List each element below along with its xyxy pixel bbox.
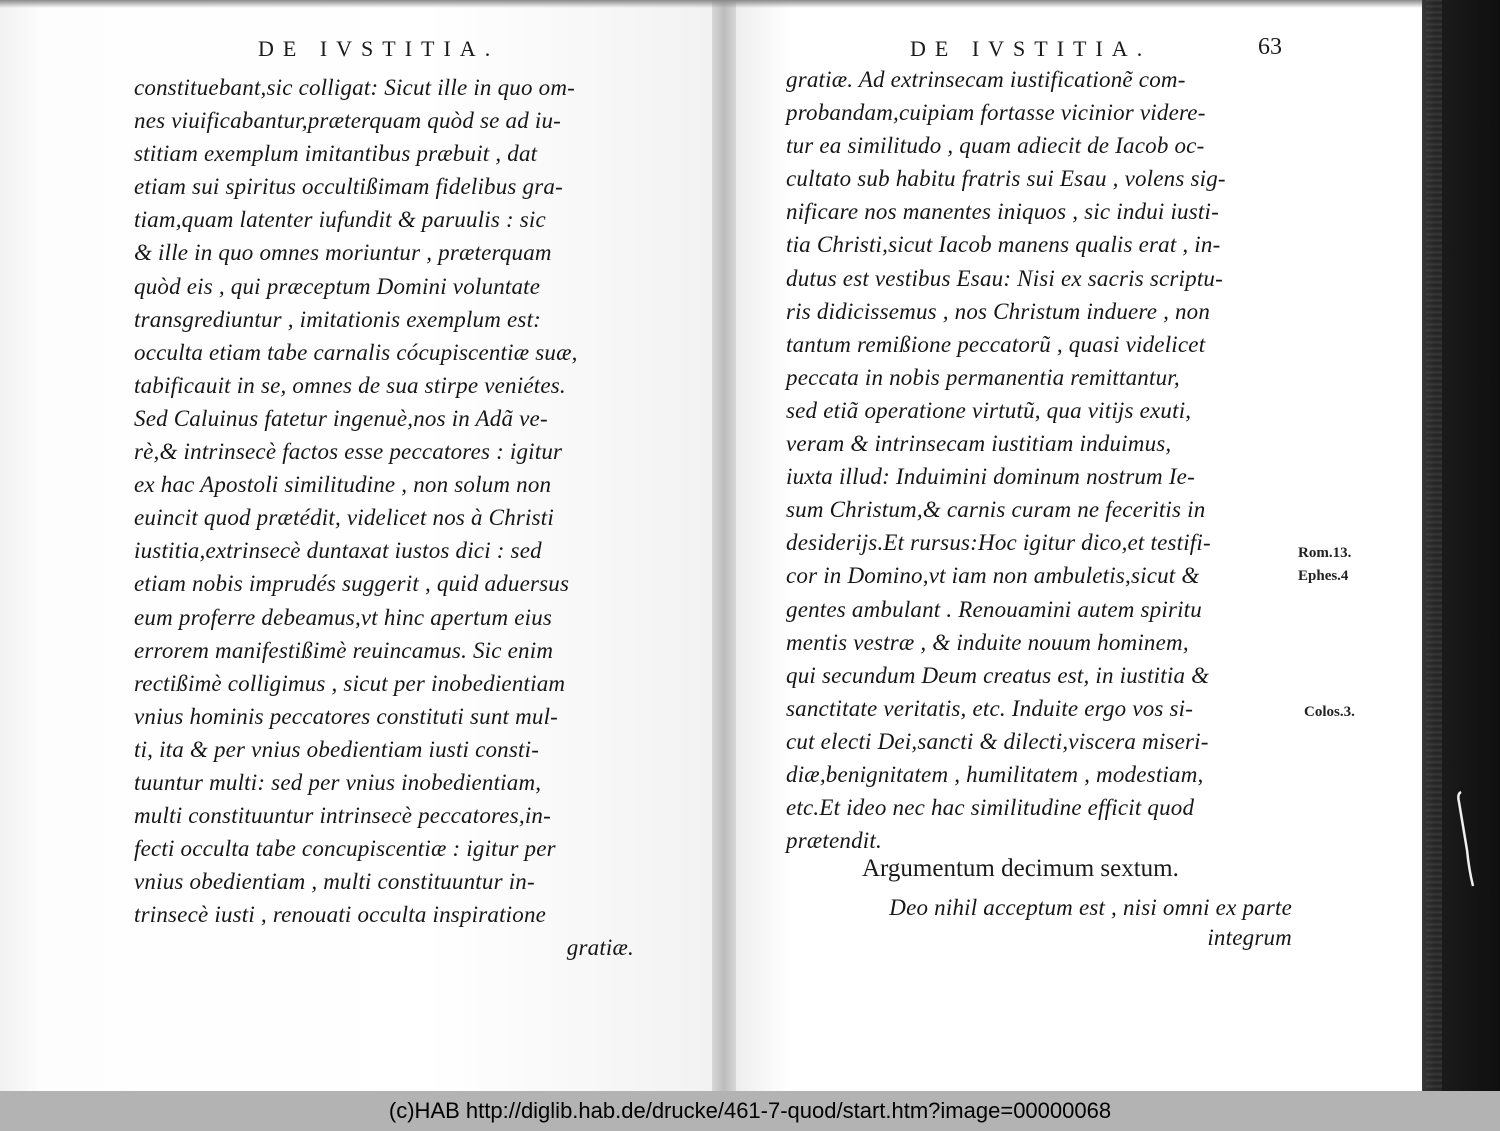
- text-line: peccata in nobis permanentia remittantur,: [786, 364, 1180, 390]
- text-line: iustitia,extrinsecè duntaxat iustos dici : sed: [134, 538, 542, 564]
- text-line: constituebant,sic colligat: Sicut ille in quo om-: [134, 75, 575, 100]
- text-line: vnius hominis peccatores constituti sunt mul-: [134, 703, 559, 729]
- text-line: probandam,cuipiam fortasse vicinior videre-: [786, 100, 1206, 126]
- section-heading: Argumentum decimum sextum.: [862, 855, 1179, 882]
- text-line: tiam,quam latenter iufundit & paruulis : sic: [134, 207, 546, 233]
- catchword-right: integrum: [1207, 925, 1292, 950]
- text-line: gentes ambulant . Renouamini autem spiritu: [786, 596, 1202, 622]
- text-line: sed etiã operatione virtutũ, qua vitijs exuti,: [786, 397, 1192, 423]
- running-head-right: DE IVSTITIA.: [910, 36, 1152, 61]
- text-line: nes viuificabantur,præterquam quòd se ad iu-: [134, 108, 562, 134]
- text-line: tuuntur multi: sed per vnius inobedientiam,: [134, 769, 542, 795]
- text-line: tia Christi,sicut Iacob manens qualis erat , in-: [786, 232, 1221, 258]
- text-line: rectißimè colligimus , sicut per inobedientiam: [134, 670, 566, 696]
- margin-note: Rom.13.: [1298, 545, 1352, 561]
- text-line: etiam sui spiritus occultißimam fidelibus gra-: [134, 174, 563, 200]
- text-line: desiderijs.Et rursus:Hoc igitur dico,et testifi-: [786, 530, 1211, 556]
- page-number: 63: [1258, 34, 1282, 60]
- text-line: vnius obedientiam , multi constituuntur in-: [134, 869, 535, 895]
- running-head-left: DE IVSTITIA.: [258, 36, 500, 61]
- text-line: & ille in quo omnes moriuntur , præterquam: [134, 240, 552, 266]
- text-line: ti, ita & per vnius obedientiam iusti consti-: [134, 736, 540, 762]
- footer-credit: (c)HAB http://diglib.hab.de/drucke/461-7-quod/start.htm?image=00000068: [0, 1091, 1500, 1131]
- right-text-block: [786, 63, 1296, 857]
- text-line: cor in Domino,vt iam non ambuletis,sicut &: [786, 563, 1200, 589]
- text-line: occulta etiam tabe carnalis cócupiscentiæ suæ,: [134, 339, 578, 365]
- text-line: gratiæ. Ad extrinsecam iustificationẽ com-: [786, 67, 1186, 92]
- text-line: sanctitate veritatis, etc. Induite ergo vos si-: [786, 695, 1194, 721]
- text-line: qui secundum Deum creatus est, in iustitia &: [786, 662, 1210, 688]
- text-line: etc.Et ideo nec hac similitudine efficit quod: [786, 795, 1195, 821]
- text-line: transgrediuntur , imitationis exemplum est:: [134, 306, 542, 332]
- text-line: cut electi Dei,sancti & dilecti,viscera miseri-: [786, 728, 1209, 754]
- text-line: tabificauit in se, omnes de sua stirpe veniétes.: [134, 372, 566, 398]
- text-line: mentis vestræ , & induite nouum hominem,: [786, 629, 1189, 655]
- after-heading-block: [840, 893, 1292, 953]
- margin-note: Ephes.4: [1298, 568, 1349, 584]
- text-line: dutus est vestibus Esau: Nisi ex sacris scriptu-: [786, 265, 1223, 291]
- text-line: nificare nos manentes iniquos , sic indui iusti-: [786, 199, 1219, 225]
- text-line: euincit quod prætédit, videlicet nos à Christi: [134, 505, 554, 531]
- text-line: trinsecè iusti , renouati occulta inspiratione: [134, 902, 547, 928]
- text-line: veram & intrinsecam iustitiam induimus,: [786, 431, 1172, 457]
- text-line: stitiam exemplum imitantibus præbuit , dat: [134, 141, 538, 167]
- text-line: prætendit.: [786, 828, 882, 854]
- top-shadow: [0, 0, 1500, 8]
- book-edge-texture: [1426, 0, 1442, 1091]
- margin-note: Colos.3.: [1304, 704, 1355, 720]
- edge-mark: [1455, 790, 1475, 890]
- text-line: Sed Caluinus fatetur ingenuè,nos in Adã ve-: [134, 405, 548, 431]
- text-line: multi constituuntur intrinsecè peccatores,in-: [134, 803, 551, 829]
- text-line: ris didicissemus , nos Christum induere , non: [786, 298, 1211, 324]
- text-line: ex hac Apostoli similitudine , non solum non: [134, 472, 552, 498]
- text-line: tantum remißione peccatorũ , quasi videlicet: [786, 331, 1206, 357]
- text-line: etiam nobis imprudés suggerit , quid aduersus: [134, 571, 570, 597]
- text-line: iuxta illud: Induimini dominum nostrum Ie-: [786, 464, 1195, 490]
- text-line: sum Christum,& carnis curam ne feceritis in: [786, 497, 1206, 523]
- gutter: [712, 0, 736, 1091]
- text-line: fecti occulta tabe concupiscentiæ : igitur per: [134, 836, 556, 862]
- text-line: rè,& intrinsecè factos esse peccatores : igitur: [134, 439, 563, 465]
- text-line: errorem manifestißimè reuincamus. Sic enim: [134, 637, 554, 663]
- text-line: quòd eis , qui præceptum Domini voluntate: [134, 273, 541, 299]
- text-line: diæ,benignitatem , humilitatem , modestiam,: [786, 761, 1204, 787]
- catchword: gratiæ.: [566, 935, 634, 961]
- left-text-block: [134, 71, 634, 965]
- text-line: cultato sub habitu fratris sui Esau , volens sig-: [786, 166, 1226, 192]
- text-line: tur ea similitudo , quam adiecit de Iacob oc-: [786, 133, 1205, 159]
- text-line: eum proferre debeamus,vt hinc apertum eius: [134, 604, 553, 630]
- text-line: Deo nihil acceptum est , nisi omni ex parte: [889, 895, 1292, 920]
